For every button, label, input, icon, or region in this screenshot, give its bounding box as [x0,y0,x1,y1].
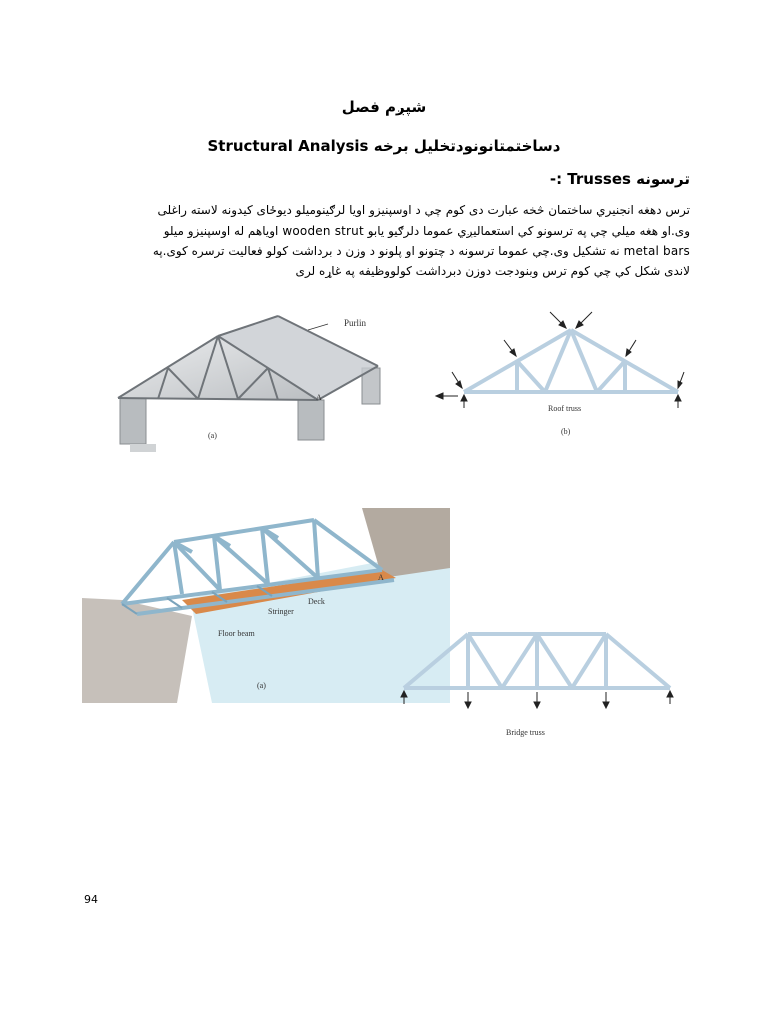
floor-beam-label: Floor beam [218,629,255,638]
section-subtitle: دساختمتانونودتخليل برخه Structural Analysis [207,137,561,155]
chapter-title: شپږم فصل [341,98,427,116]
bridge-truss-label: Bridge truss [506,728,545,737]
roof-truss-photo [108,306,418,458]
roof-truss-diagram [430,308,692,443]
paragraph-line: metal bars نه تشکيل وی.چې عموما ترسونه د چتونو او پلونو د وزن د برداشت کولو فعاليت ترسره کوی.په [152,244,690,258]
roof-truss-label: Roof truss [548,404,582,413]
page-number: 94 [84,893,98,906]
stringer-label: Stringer [268,607,294,616]
figure-caption-b: (b) [561,427,571,436]
figure-caption-a: (a) [208,431,217,440]
point-a-label: A [378,573,384,582]
deck-label: Deck [308,597,325,606]
paragraph-line: ترس دهغه انجنيري ساختمان څخه عبارت دی کوم چې د اوسپنيزو اويا لرګينوميلو ديوځای کيدونه لاسته راغلی [157,203,690,217]
figure-caption-a: (a) [257,681,266,690]
paragraph-line: لاندی شکل کې چې کوم ترس وبنودجت دوزن دبرداشت کولووظيفه په غاړه لری [295,264,690,278]
bridge-truss-diagram [390,620,686,745]
purlin-label: Purlin [344,318,367,328]
section-heading: ترسونه Trusses :- [549,170,690,188]
paragraph-line: وی.او هغه ميلې چې په ترسونو کې استعماليږي عموما دلرګيو يابو wooden strut اوياهم له اوسپنيزو ميلو [163,224,690,238]
point-a-label: A [316,393,322,402]
